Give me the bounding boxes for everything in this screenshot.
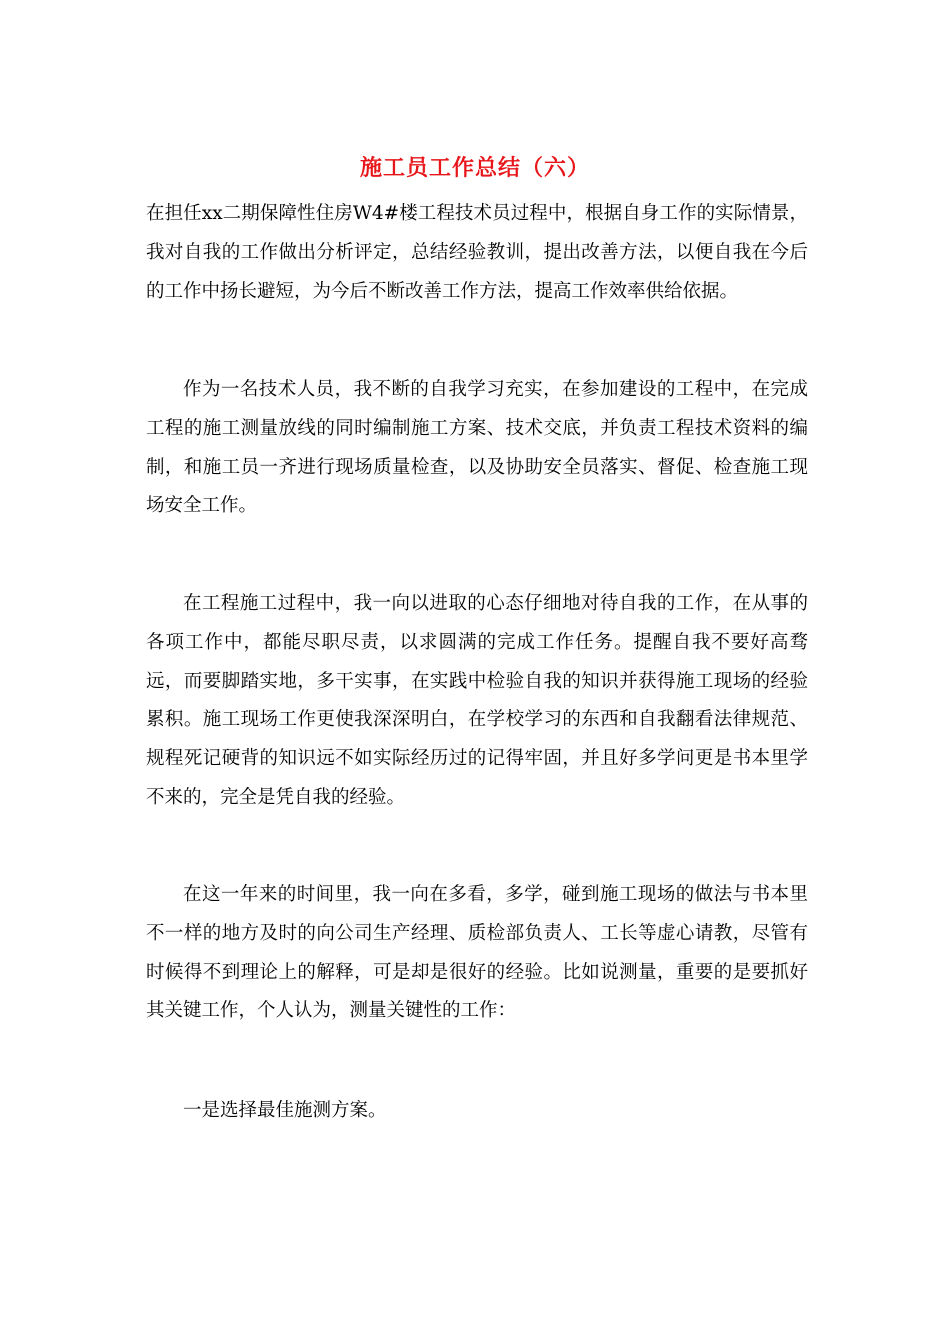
document-title: 施工员工作总结（六） <box>359 155 590 181</box>
paragraph-3: 在工程施工过程中，我一向以进取的心态仔细地对待自我的工作，在从事的各项工作中，都能尽职尽责，以求圆满的完成工作任务。提醒自我不要好高骛远，而要脚踏实地，多干实事，在实践中检验自我的知识并获得施工现场的经验累积。施工现场工作更使我深深明白，在学校学习的东西和自我翻看法律规范、规程死记硬背的知识远不如实际经历过的记得牢固，并且好多学问更是书本里学不来的，完全是凭自我的经验。 <box>146 593 808 808</box>
paragraph-5: 一是选择最佳施测方案。 <box>183 1100 387 1121</box>
paragraph-4: 在这一年来的时间里，我一向在多看，多学，碰到施工现场的做法与书本里不一样的地方及时的向公司生产经理、质检部负责人、工长等虚心请教，尽管有时候得不到理论上的解释，可是却是很好的经验。比如说测量，重要的是要抓好其关键工作，个人认为，测量关键性的工作： <box>146 884 808 1022</box>
paragraph-2: 作为一名技术人员，我不断的自我学习充实，在参加建设的工程中，在完成工程的施工测量放线的同时编制施工方案、技术交底，并负责工程技术资料的编制，和施工员一齐进行现场质量检查，以及协助安全员落实、督促、检查施工现场安全工作。 <box>146 379 808 517</box>
paragraph-1: 在担任xx二期保障性住房W4#楼工程技术员过程中，根据自身工作的实际情景，我对自我的工作做出分析评定，总结经验教训，提出改善方法，以便自我在今后的工作中扬长避短，为今后不断改善工作方法，提高工作效率供给依据。 <box>146 203 808 302</box>
